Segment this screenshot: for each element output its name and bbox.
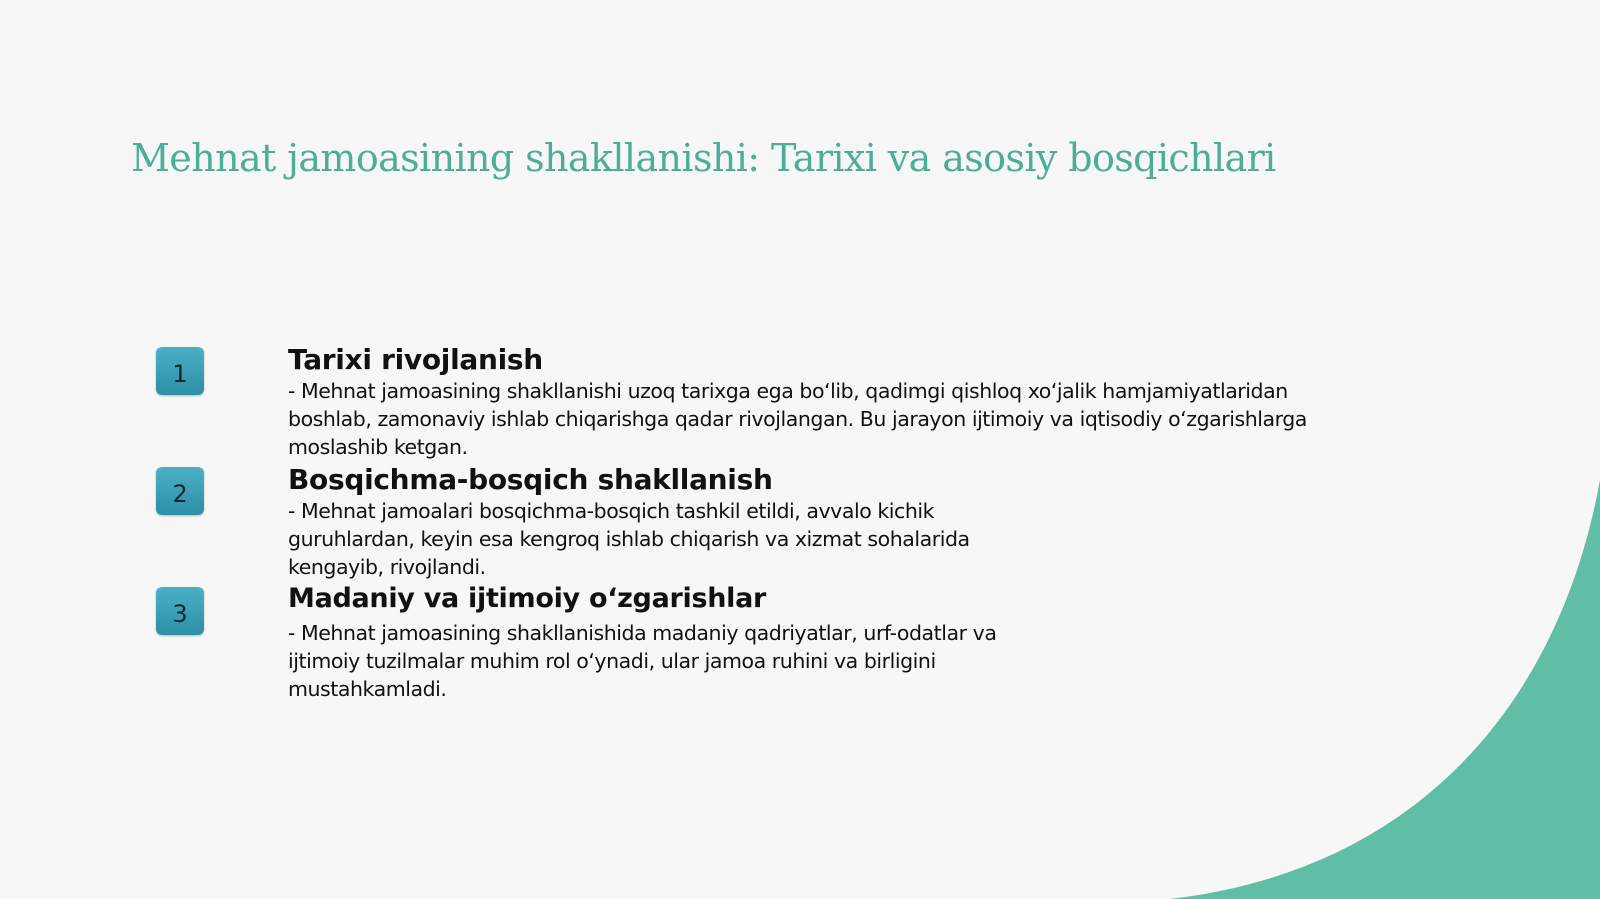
step-number: 3: [172, 600, 188, 628]
step-badge-3: [156, 587, 204, 635]
step-item-3: [288, 582, 996, 703]
slide-title: Mehnat jamoasining shakllanishi: Tarixi va asosiy bosqichlari: [131, 136, 1276, 180]
step-item-2: [288, 463, 970, 581]
step-number: 1: [172, 360, 188, 388]
step-heading: Tarixi rivojlanish: [288, 343, 543, 376]
step-description: - Mehnat jamoasining shakllanishi uzoq tarixga ega bo‘lib, qadimgi qishloq xo‘jalik hamjamiyatlaridan boshlab, zamonaviy ishlab chiqarishga qadar rivojlangan. Bu jarayon ijtimoiy va iqtisodiy o‘zgarishlarga moslashib ketgan.: [288, 379, 1307, 459]
step-badge-1: [156, 347, 204, 395]
step-heading: Bosqichma-bosqich shakllanish: [288, 463, 773, 496]
step-description: - Mehnat jamoalari bosqichma-bosqich tashkil etildi, avvalo kichik guruhlardan, keyin esa kengroq ishlab chiqarish va xizmat sohalarida kengayib, rivojlandi.: [288, 499, 970, 579]
step-item-1: [288, 343, 1307, 461]
step-number: 2: [172, 480, 188, 508]
step-badge-2: [156, 467, 204, 515]
step-description: - Mehnat jamoasining shakllanishida madaniy qadriyatlar, urf-odatlar va ijtimoiy tuzilmalar muhim rol o‘ynadi, ular jamoa ruhini va birligini mustahkamladi.: [288, 621, 997, 701]
step-heading: Madaniy va ijtimoiy o‘zgarishlar: [288, 583, 767, 614]
